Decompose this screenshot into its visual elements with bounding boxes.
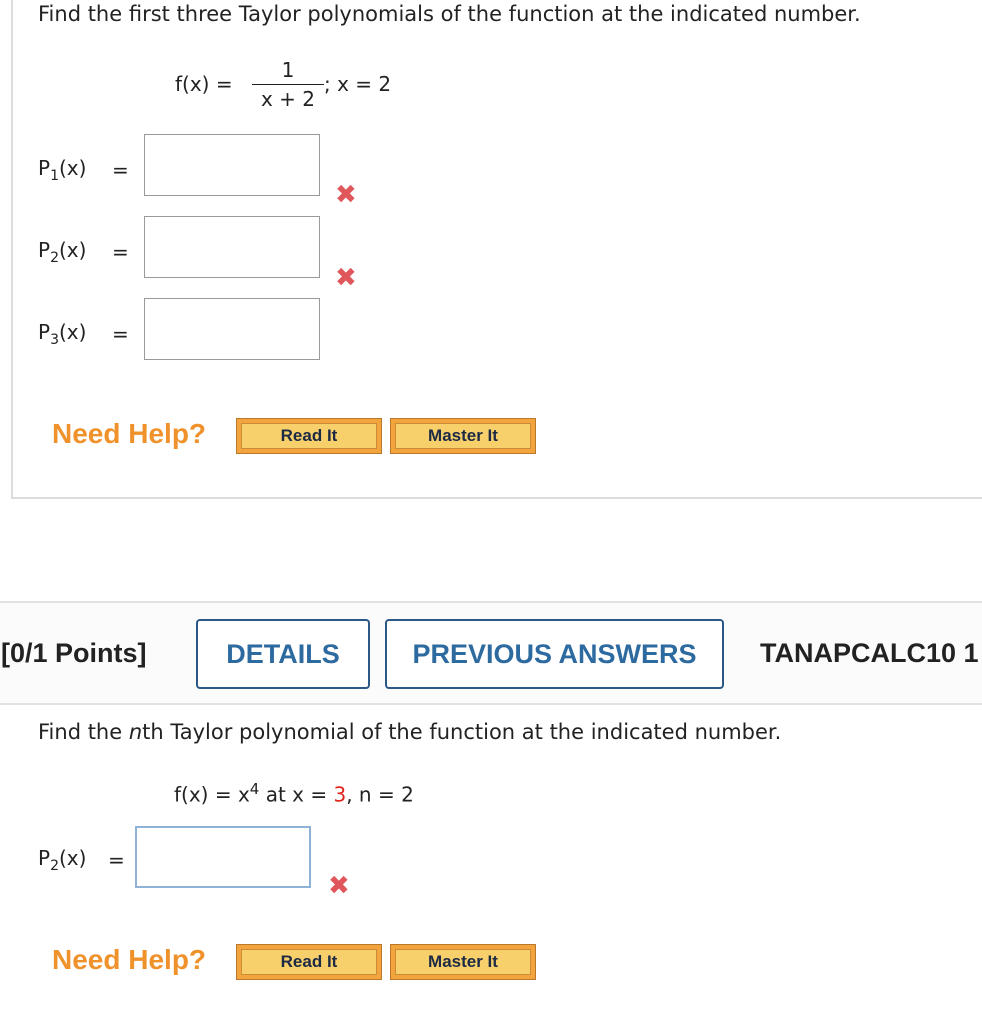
p3-label: $P_3(x)$ [38, 320, 87, 348]
master-it-label: Master It [395, 423, 531, 449]
details-button[interactable]: DETAILS [196, 619, 370, 689]
master-it-button-2[interactable] [390, 944, 536, 980]
need-help-label-2: Need Help? [52, 944, 207, 975]
question-2-function: $f(x) = x^4$ at x = 3, n = 2 [174, 780, 414, 807]
read-it-button[interactable] [236, 418, 382, 454]
q2-p2-incorrect-icon: ✖ [328, 871, 350, 901]
master-it-label-2: Master It [395, 949, 531, 975]
x-value: 3 [333, 782, 347, 807]
read-it-button-2[interactable] [236, 944, 382, 980]
question-code: TANAPCALC10 1 [760, 638, 979, 668]
p1-answer-input[interactable] [144, 134, 320, 196]
points-label: [0/1 Points] [1, 638, 147, 668]
p2-incorrect-icon: ✖ [335, 263, 357, 293]
question-1-prompt: Find the first three Taylor polynomials of the function at the indicated number. [38, 2, 861, 26]
function-fraction [252, 58, 324, 111]
q2-p2-answer-input[interactable] [135, 826, 311, 888]
fraction-bar [252, 84, 324, 85]
read-it-label: Read It [241, 423, 377, 449]
fraction-numerator: 1 [281, 58, 295, 82]
p3-answer-input[interactable] [144, 298, 320, 360]
p1-label: $P_1(x)$ [38, 156, 87, 184]
previous-answers-button[interactable]: PREVIOUS ANSWERS [385, 619, 724, 689]
function-lhs: f(x) = [175, 72, 233, 96]
function-condition: ; x = 2 [324, 72, 392, 96]
p2-equals: = [112, 240, 129, 264]
q2-p2-equals: = [108, 848, 125, 872]
q2-p2-label: $P_2(x)$ [38, 846, 87, 874]
p2-label: $P_2(x)$ [38, 238, 87, 266]
p3-equals: = [112, 322, 129, 346]
master-it-button[interactable] [390, 418, 536, 454]
question-2-prompt: Find the nth Taylor polynomial of the function at the indicated number. [38, 720, 782, 744]
p1-equals: = [112, 158, 129, 182]
need-help-label: Need Help? [52, 418, 207, 449]
p2-answer-input[interactable] [144, 216, 320, 278]
read-it-label-2: Read It [241, 949, 377, 975]
fraction-denominator: x + 2 [260, 87, 316, 111]
p1-incorrect-icon: ✖ [335, 180, 357, 210]
